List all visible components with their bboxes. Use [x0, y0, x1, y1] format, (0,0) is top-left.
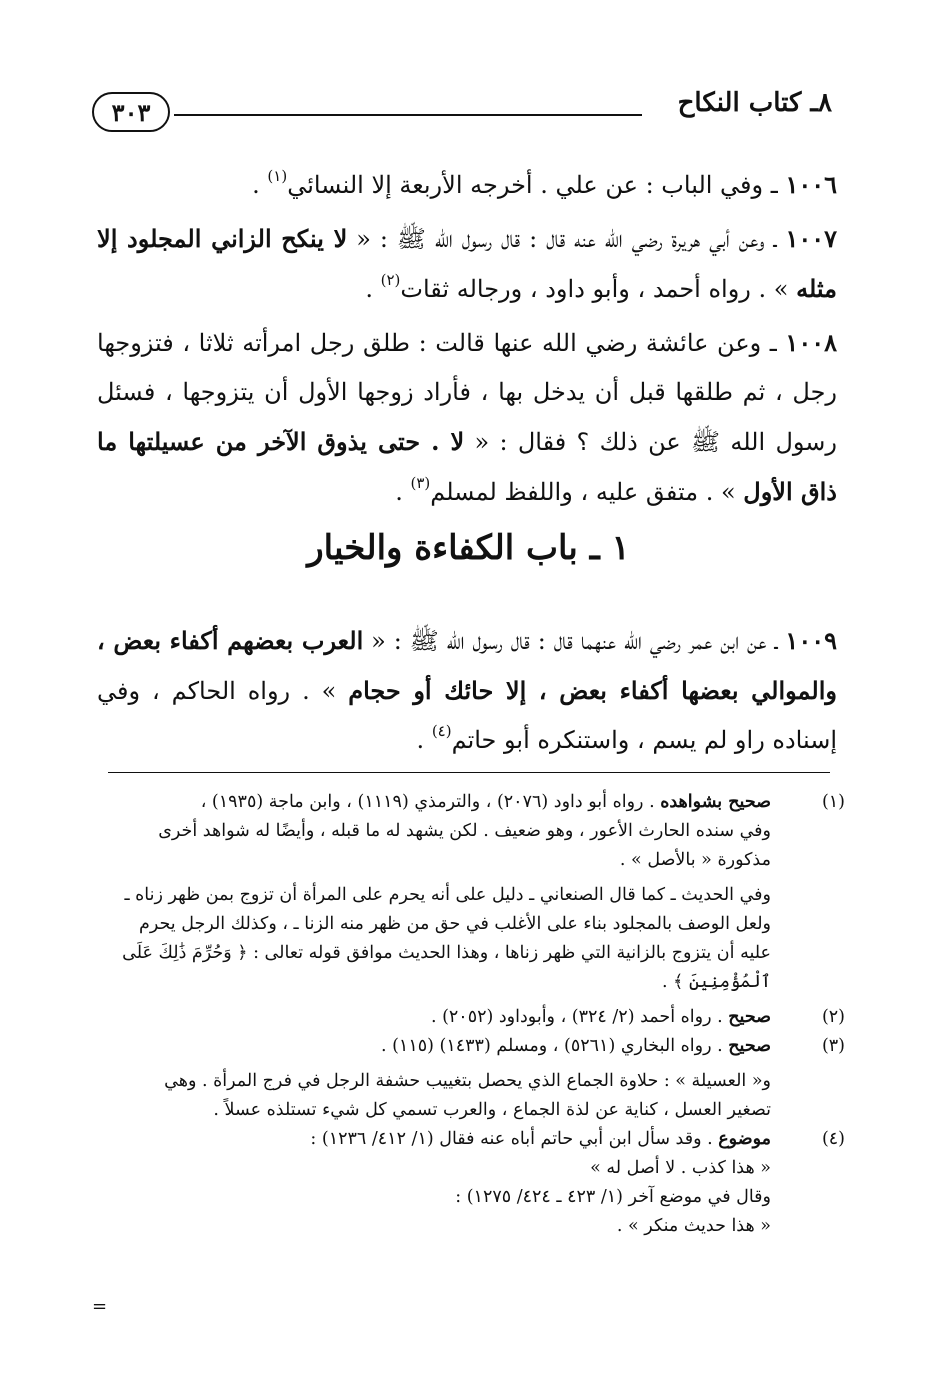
hadith-1008 — [97, 318, 837, 517]
main-text-2 — [97, 616, 837, 769]
footnote-3-commentary — [97, 1067, 845, 1125]
dash: ـ — [761, 329, 777, 357]
hadith-quote: العرب بعضهم أكفاء بعض ، والموالي بعضها أكفاء بعض ، إلا حائك أو حجام — [97, 626, 837, 705]
chapter-running-title: ٨ـ كتاب النكاح — [677, 88, 832, 118]
footnote-line: وفي سنده الحارث الأعور ، وهو ضعيف . لكن يشهد له ما قبله ، وأيضًا له شواهد أخرى — [158, 821, 771, 841]
footnote-1-commentary — [97, 881, 845, 997]
footnote-marker: (٤) — [821, 1129, 845, 1149]
punct: . — [416, 726, 432, 754]
dash: ـ — [766, 627, 778, 655]
grading: صحيح بشواهده — [660, 792, 771, 812]
page-number: ٣٠٣ — [92, 92, 170, 132]
chapter-heading: ١ ـ باب الكفاءة والخيار — [307, 528, 630, 568]
dash: ـ — [763, 171, 778, 199]
footnote-line — [97, 1125, 771, 1154]
footnote-line: ٱلْمُؤْمِنِينَ ﴾ . — [662, 972, 771, 992]
header-rule — [174, 114, 642, 116]
hadith-source: » . متفق عليه ، واللفظ لمسلم — [430, 478, 744, 506]
footnote-marker: (١) — [821, 792, 845, 812]
footnote-line — [97, 788, 771, 817]
hadith-number: ١٠٠٧ — [785, 224, 838, 253]
hadith-number: ١٠٠٩ — [785, 626, 837, 655]
hadith-intro: وعن أبي هريرة رضي الله عنه قال : قال رسول الله ﷺ : « — [347, 225, 765, 253]
footnote-1 — [97, 788, 845, 875]
hadith-1009 — [97, 616, 837, 765]
punct: . — [365, 275, 381, 303]
footnote-3 — [97, 1032, 845, 1061]
footnote-text: . رواه البخاري (٥٢٦١) ، ومسلم (١٤٣٣) (١١٥) . — [380, 1036, 729, 1056]
hadith-text: وفي الباب : عن علي . أخرجه الأربعة إلا النسائي — [287, 171, 764, 199]
main-text — [97, 160, 837, 521]
hadith-1007 — [97, 214, 837, 314]
hadith-number: ١٠٠٦ — [785, 170, 837, 199]
footnote-line: « هذا كذب . لا أصل له » — [590, 1158, 771, 1178]
continuation-mark: = — [92, 1296, 108, 1317]
hadith-number: ١٠٠٨ — [785, 328, 837, 357]
footnote-separator — [108, 772, 830, 773]
hadith-quote: لا ينكح الزاني المجلود إلا مثله — [97, 224, 837, 303]
footnote-ref: (٤) — [431, 722, 452, 740]
footnote-marker: (٣) — [821, 1036, 845, 1056]
footnote-line: تصغير العسل ، كناية عن لذة الجماع ، والعرب تسمي كل شيء تستلذه عسلاً . — [213, 1100, 771, 1120]
hadith-source: » . رواه أحمد ، وأبو داود ، ورجاله ثقات — [400, 275, 797, 303]
punct: . — [395, 478, 411, 506]
footnote-line: وقال في موضع آخر (١/ ٤٢٣ ـ ٤٢٤/ ١٢٧٥) : — [455, 1187, 771, 1207]
grading: موضوع — [718, 1129, 771, 1149]
hadith-intro: عن ابن عمر رضي الله عنهما قال : قال رسول الله ﷺ : « — [363, 627, 767, 655]
footnote-line: عليه أن يتزوج بالزانية التي ظهر زناها ، وهذا الحديث موافق قوله تعالى : ﴿ وَحُرِّمَ ذَٰلِكَ عَلَى — [122, 943, 771, 963]
footnote-2 — [97, 1003, 845, 1032]
footnote-line: و« العسيلة » : حلاوة الجماع الذي يحصل بتغييب حشفة الرجل في فرج المرأة . وهي — [164, 1071, 771, 1091]
grading: صحيح — [728, 1036, 771, 1056]
footnote-line: ولعل الوصف بالمجلود بناء على الأغلب في حق من ظهر منه الزنا ـ ، وكذلك الرجل يحرم — [139, 914, 771, 934]
footnote-line — [97, 1003, 771, 1032]
punct: . — [252, 171, 268, 199]
footnote-ref: (٢) — [380, 271, 401, 289]
footnote-4 — [97, 1125, 845, 1241]
footnote-text: . وقد سأل ابن أبي حاتم أباه عنه فقال (١/ ٤١٢/ ١٢٣٦) : — [310, 1129, 719, 1149]
hadith-quote: لا . حتى يذوق الآخر من عسيلتها ما ذاق الأول — [97, 427, 837, 506]
footnote-line: وفي الحديث ـ كما قال الصنعاني ـ دليل على أنه يحرم على المرأة أن تزوج بمن ظهر زناه ـ — [124, 885, 771, 905]
dash: ـ — [764, 225, 777, 253]
page-header — [92, 88, 832, 136]
footnote-ref: (٣) — [410, 474, 431, 492]
hadith-intro: وعن عائشة رضي الله عنها قالت : طلق رجل امرأته ثلاثا ، فتزوجها رجل ، ثم طلقها قبل أن يدخل بها ، فأراد زوجها الأول أن يتزوجها ، فسئل رسول الله ﷺ عن ذلك ؟ فقال : « — [97, 329, 838, 456]
footnote-text: . رواه أحمد (٢/ ٣٢٤) ، وأبوداود (٢٠٥٢) . — [430, 1007, 729, 1027]
hadith-source: » . رواه الحاكم ، وفي إسناده راو لم يسم ، واستنكره أبو حاتم — [97, 677, 837, 754]
footnote-text: . رواه أبو داود (٢٠٧٦) ، والترمذي (١١١٩) ، وابن ماجة (١٩٣٥) ، — [200, 792, 661, 812]
hadith-1006 — [97, 160, 837, 210]
footnote-marker: (٢) — [821, 1007, 845, 1027]
footnote-line: مذكورة « بالأصل » . — [619, 850, 771, 870]
grading: صحيح — [728, 1007, 771, 1027]
footnote-line: « هذا حديث منكر » . — [616, 1216, 771, 1236]
footnotes — [97, 788, 845, 1241]
footnote-ref: (١) — [267, 167, 288, 185]
footnote-line — [97, 1032, 771, 1061]
